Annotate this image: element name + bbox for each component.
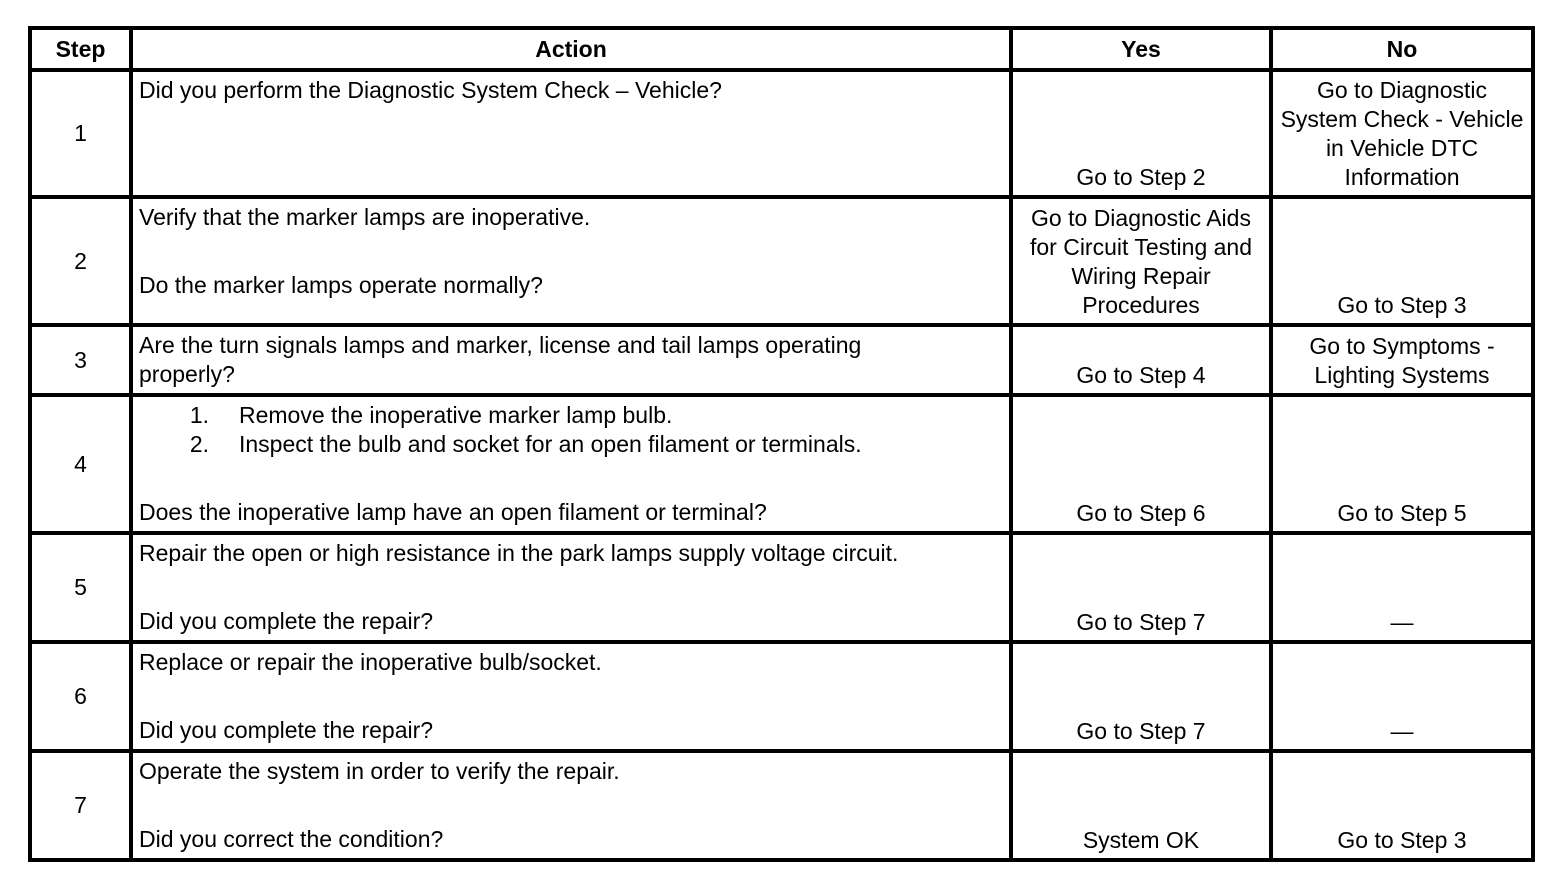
no-cell: Go to Symptoms - Lighting Systems <box>1271 325 1533 395</box>
no-cell: — <box>1271 533 1533 642</box>
table-row <box>30 325 1533 395</box>
yes-cell: Go to Diagnostic Aids for Circuit Testing and Wiring Repair Procedures <box>1011 197 1271 325</box>
step-number: 6 <box>30 642 131 751</box>
action-text: Replace or repair the inoperative bulb/socket. <box>139 649 602 675</box>
action-question: Did you complete the repair? <box>139 717 434 743</box>
action-text: Are the turn signals lamps and marker, license and tail lamps operating properly? <box>139 332 862 387</box>
yes-cell: Go to Step 7 <box>1011 642 1271 751</box>
action-question: Did you complete the repair? <box>139 608 434 634</box>
step-number: 4 <box>30 395 131 533</box>
header-row <box>30 28 1533 70</box>
steps-list <box>139 401 1003 459</box>
table-row <box>30 70 1533 197</box>
list-text: Remove the inoperative marker lamp bulb. <box>239 402 673 428</box>
yes-cell: Go to Step 6 <box>1011 395 1271 533</box>
step-number: 5 <box>30 533 131 642</box>
action-question: Does the inoperative lamp have an open filament or terminal? <box>139 499 767 525</box>
table-row <box>30 533 1533 642</box>
list-text: Inspect the bulb and socket for an open filament or terminals. <box>239 431 862 457</box>
action-text: Did you perform the Diagnostic System Check – Vehicle? <box>139 77 722 103</box>
yes-cell: System OK <box>1011 751 1271 860</box>
no-cell: Go to Step 3 <box>1271 197 1533 325</box>
header-no: No <box>1271 28 1533 70</box>
action-text: Repair the open or high resistance in the park lamps supply voltage circuit. <box>139 540 899 566</box>
action-cell <box>131 533 1011 642</box>
action-cell <box>131 325 1011 395</box>
action-text: Operate the system in order to verify the repair. <box>139 758 620 784</box>
step-number: 2 <box>30 197 131 325</box>
list-number: 2. <box>189 431 209 457</box>
table-row <box>30 751 1533 860</box>
no-cell: Go to Diagnostic System Check - Vehicle in Vehicle DTC Information <box>1271 70 1533 197</box>
list-item <box>139 430 1003 459</box>
list-number: 1. <box>189 402 209 428</box>
step-number: 1 <box>30 70 131 197</box>
action-cell <box>131 197 1011 325</box>
header-step: Step <box>30 28 131 70</box>
no-cell: Go to Step 3 <box>1271 751 1533 860</box>
action-text: Verify that the marker lamps are inoperative. <box>139 204 591 230</box>
action-cell <box>131 751 1011 860</box>
table-row <box>30 197 1533 325</box>
header-yes: Yes <box>1011 28 1271 70</box>
action-cell <box>131 642 1011 751</box>
action-cell <box>131 70 1011 197</box>
action-question: Do the marker lamps operate normally? <box>139 272 543 298</box>
step-number: 3 <box>30 325 131 395</box>
list-item <box>139 401 1003 430</box>
yes-cell: Go to Step 7 <box>1011 533 1271 642</box>
no-cell: — <box>1271 642 1533 751</box>
action-question: Did you correct the condition? <box>139 826 444 852</box>
no-cell: Go to Step 5 <box>1271 395 1533 533</box>
table-row <box>30 395 1533 533</box>
header-action: Action <box>131 28 1011 70</box>
yes-cell: Go to Step 4 <box>1011 325 1271 395</box>
yes-cell: Go to Step 2 <box>1011 70 1271 197</box>
action-cell <box>131 395 1011 533</box>
diagnostic-table <box>28 26 1535 862</box>
table-row <box>30 642 1533 751</box>
step-number: 7 <box>30 751 131 860</box>
